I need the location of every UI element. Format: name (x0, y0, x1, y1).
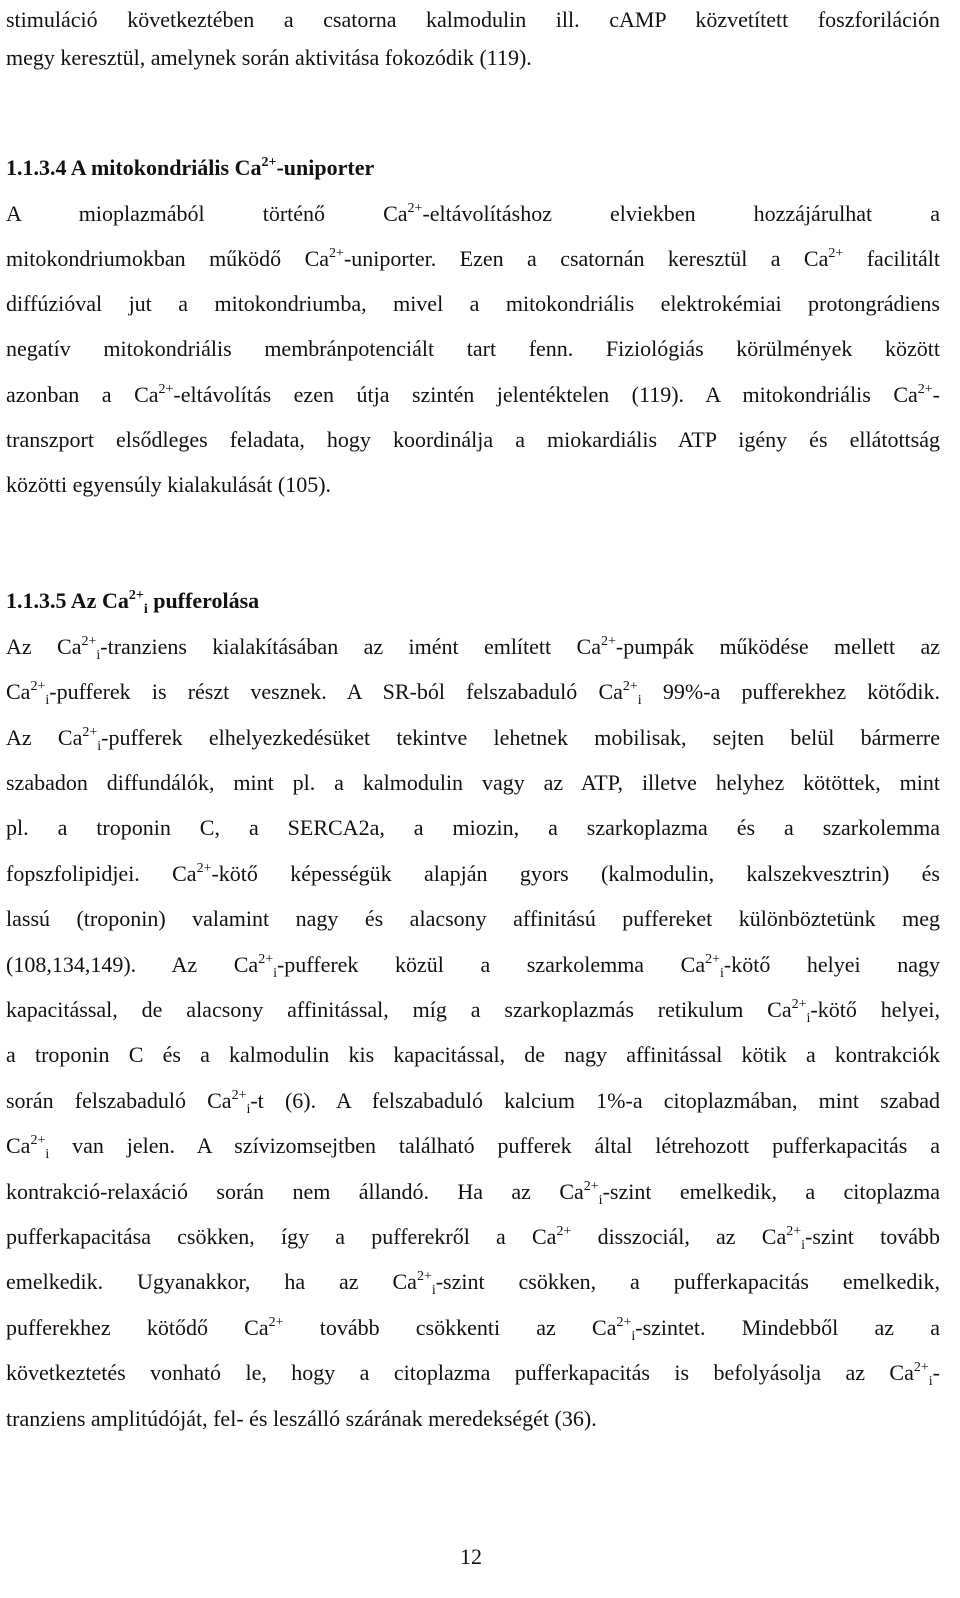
section-number: 1.1.3.5 (6, 588, 67, 613)
paragraph-line: negatív mitokondriális membránpotenciált tart fenn. Fiziológiás körülmények között (6, 336, 940, 361)
paragraph-line: transzport elsődleges feladata, hogy koordinálja a miokardiális ATP igény és ellátottság (6, 427, 940, 452)
paragraph-line: megy keresztül, amelynek során aktivitása fokozódik (119). (6, 45, 532, 70)
paragraph-line: kapacitással, de alacsony affinitással, míg a szarkoplazmás retikulum $Ca^{2+}_i$-kötő helyei, (6, 997, 940, 1026)
paragraph-line: pl. a troponin C, a SERCA2a, a miozin, a szarkoplazma és a szarkolemma (6, 815, 940, 840)
paragraph-line: pufferekhez kötődő $Ca^{2+}$ tovább csökkenti az $Ca^{2+}_i$-szintet. Mindebből az a (6, 1315, 940, 1344)
section-number: 1.1.3.4 (6, 155, 67, 180)
paragraph-line: szabadon diffundálók, mint pl. a kalmodulin vagy az ATP, illetve helyhez kötöttek, mint (6, 770, 940, 795)
page-number: 12 (460, 1544, 482, 1569)
paragraph-line: azonban a $Ca^{2+}$-eltávolítás ezen útja szintén jelentéktelen (119). A mitokondriális $Ca^{2+}-$ (6, 382, 940, 407)
paragraph-line: emelkedik. Ugyanakkor, ha az $Ca^{2+}_i$-szint csökken, a pufferkapacitás emelkedik, (6, 1269, 940, 1298)
paragraph-line: közötti egyensúly kialakulását (105). (6, 472, 332, 497)
paragraph-line: $Ca^{2+}_i$-pufferek is részt vesznek. A SR-ból felszabaduló $Ca^{2+}_i$ 99%-a pufferekhez kötődik. (6, 679, 940, 708)
paragraph-line: Az $Ca^{2+}_i$-tranziens kialakításában az imént említett $Ca^{2+}$-pumpák működése mellett az (6, 634, 941, 663)
paragraph-line: stimuláció következtében a csatorna kalmodulin ill. cAMP közvetített foszforiláción (6, 7, 940, 32)
paragraph-line: során felszabaduló $Ca^{2+}_i-t$ (6). A felszabaduló kalcium 1%-a citoplazmában, mint szabad (6, 1088, 940, 1117)
paragraph-line: A mioplazmából történő $Ca^{2+}$-eltávolításhoz elviekben hozzájárulhat a (6, 201, 940, 226)
paragraph-line: diffúzióval jut a mitokondriumba, mivel a mitokondriális elektrokémiai protongrádiens (6, 291, 940, 316)
paragraph-line: fopszfolipidjei. $Ca^{2+}$-kötő képességük alapján gyors (kalmodulin, kalszekvesztrin) és (6, 861, 940, 886)
paragraph-line: $Ca^{2+}_i$ van jelen. A szívizomsejtben található pufferek által létrehozott pufferkapacitás a (6, 1133, 940, 1162)
paragraph-line: tranziens amplitúdóját, fel- és leszálló szárának meredekségét (36). (6, 1406, 597, 1431)
paragraph-line: a troponin C és a kalmodulin kis kapacitással, de nagy affinitással kötik a kontrakciók (6, 1042, 940, 1067)
paragraph-line: Az $Ca^{2+}_i$-pufferek elhelyezkedésüket tekintve lehetnek mobilisak, sejten belül bármerre (6, 725, 940, 754)
paragraph-line: lassú (troponin) valamint nagy és alacsony affinitású puffereket különböztetünk meg (6, 906, 940, 931)
paragraph-line: pufferkapacitása csökken, így a pufferekről a $Ca^{2+}$ disszociál, az $Ca^{2+}_i$-szint tovább (6, 1224, 940, 1253)
section-heading: 1.1.3.5 Az $Ca^{2+}_i$ pufferolása (6, 588, 260, 617)
paragraph-line: kontrakció-relaxáció során nem állandó. Ha az $Ca^{2+}_i$-szint emelkedik, a citoplazma (6, 1179, 941, 1208)
paragraph-line: (108,134,149). Az $Ca^{2+}_i$-pufferek közül a szarkolemma $Ca^{2+}_i$-kötő helyei nagy (6, 952, 940, 981)
section-heading: 1.1.3.4 A mitokondriális $Ca^{2+}$-uniporter (6, 155, 375, 180)
paragraph-line: következtetés vonható le, hogy a citoplazma pufferkapacitás is befolyásolja az $Ca^{2+}_i-$ (6, 1360, 940, 1389)
paragraph-line: mitokondriumokban működő $Ca^{2+}$-uniporter. Ezen a csatornán keresztül a $Ca^{2+}$ facilitált (6, 246, 940, 271)
